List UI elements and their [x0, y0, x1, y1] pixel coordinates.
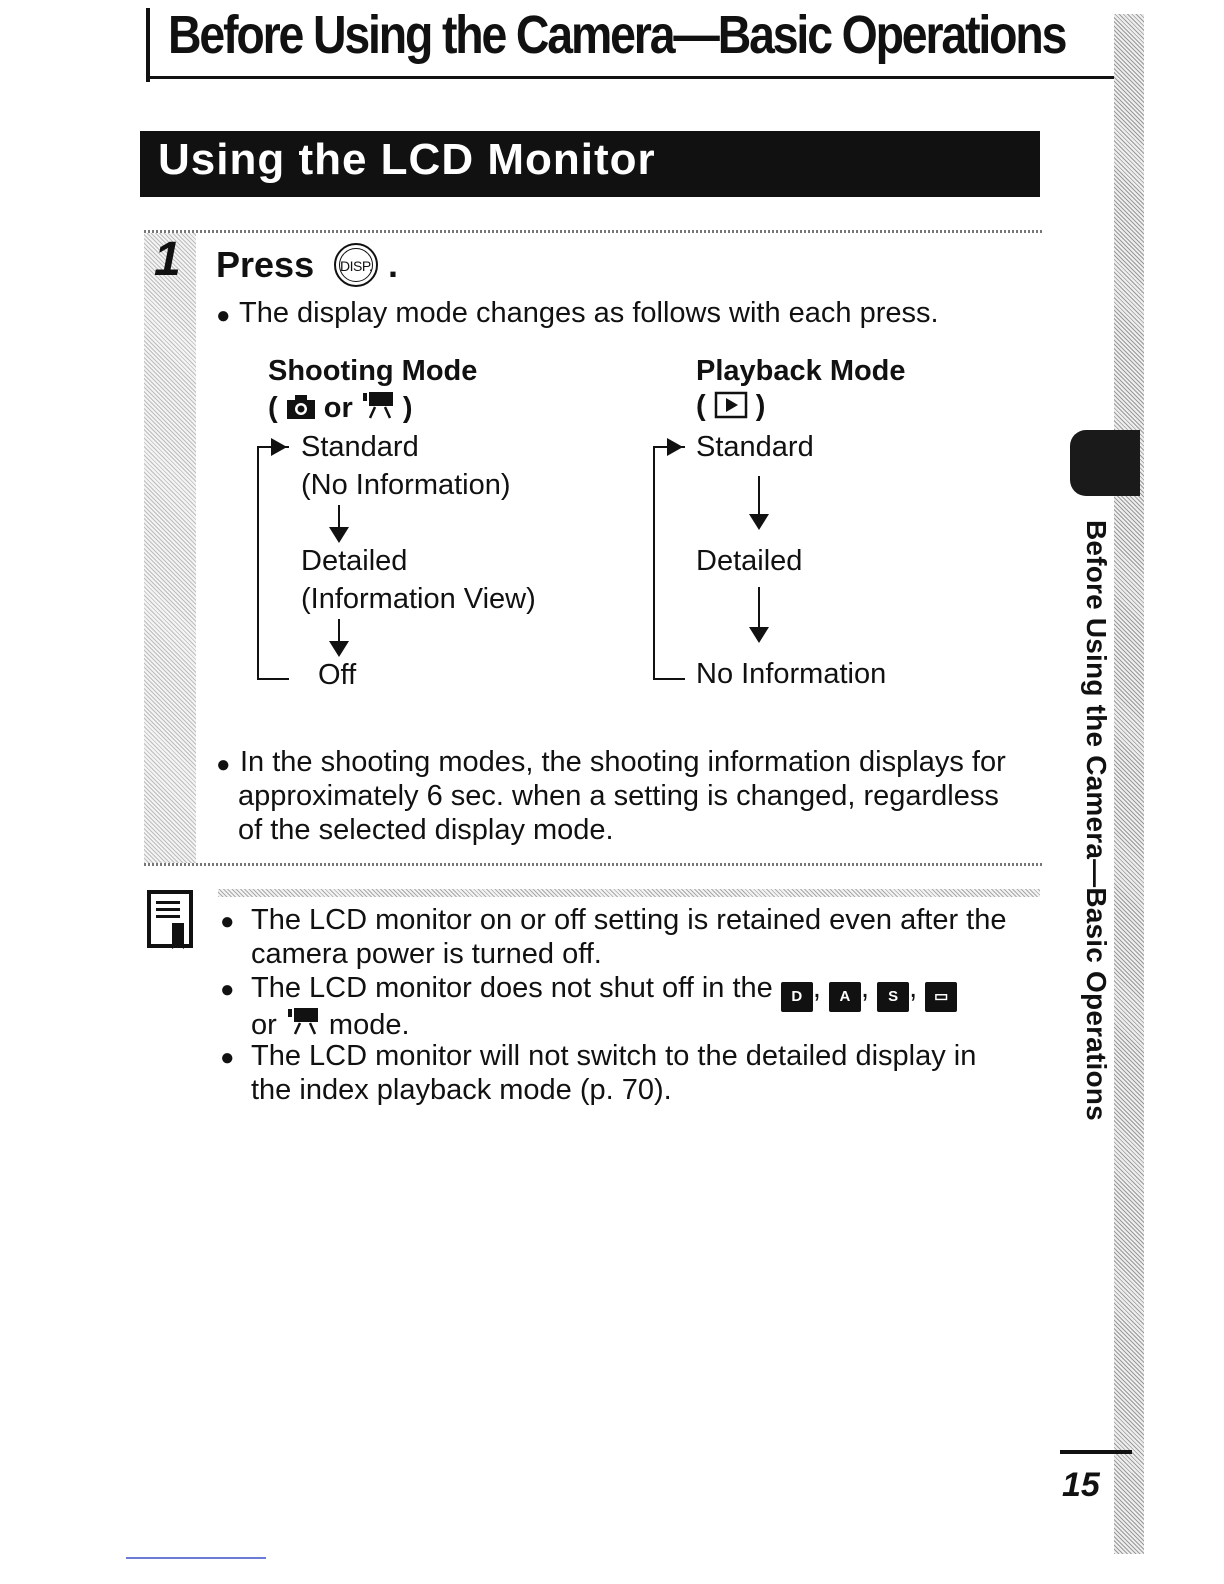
bullet-icon: ● — [216, 302, 231, 329]
shooting-cycle-bracket — [257, 446, 289, 680]
step-label: Press — [216, 244, 315, 285]
playback-no-info: No Information — [696, 658, 887, 690]
portrait-mode-icon: D — [781, 982, 813, 1012]
shooting-mode-subheading — [268, 390, 413, 425]
playback-icon — [714, 391, 748, 419]
note2-or: or — [251, 1009, 277, 1041]
display-mode-icon: ▭ — [925, 982, 957, 1012]
movie-icon — [285, 1006, 321, 1036]
bullet-icon: ● — [216, 751, 231, 778]
subheading-or: or — [323, 392, 353, 424]
playback-standard: Standard — [696, 431, 814, 463]
bullet-icon: ● — [220, 1044, 235, 1071]
subheading-open-paren: ( — [268, 392, 278, 424]
side-chapter-title: Before Using the Camera—Basic Operations — [1081, 520, 1112, 1121]
stitch-assist-s-icon: S — [877, 982, 909, 1012]
page-number-rule — [1060, 1450, 1132, 1454]
shooting-mode-heading: Shooting Mode — [268, 355, 478, 387]
note2-line2 — [251, 1006, 410, 1042]
shooting-detailed-note: (Information View) — [301, 583, 536, 615]
step-period: . — [388, 244, 399, 285]
shooting-off: Off — [318, 659, 357, 691]
section-title: Using the LCD Monitor — [158, 135, 656, 184]
subheading-open-paren: ( — [696, 390, 706, 422]
down-arrow-icon — [338, 505, 340, 529]
step-intro: The display mode changes as follows with each press. — [239, 297, 939, 329]
playback-mode-subheading — [696, 390, 765, 423]
bottom-link-underline — [126, 1557, 266, 1559]
chapter-tab[interactable] — [1070, 430, 1140, 496]
shooting-standard: Standard — [301, 431, 419, 463]
note2-text: The LCD monitor does not shut off in the — [251, 972, 773, 1004]
disp-button-label: DISP. — [339, 248, 373, 282]
note-icon — [146, 889, 194, 953]
step-box-bottom-border — [144, 863, 1042, 866]
shooting-info-line2: approximately 6 sec. when a setting is changed, regardless — [238, 780, 999, 812]
section-bar — [140, 131, 1040, 197]
subheading-close-paren: ) — [755, 390, 766, 422]
playback-cycle-bracket — [653, 446, 685, 680]
camera-icon — [286, 394, 316, 420]
subheading-close-paren: ) — [402, 392, 413, 424]
note2-mode: mode. — [328, 1009, 410, 1041]
bullet-icon: ● — [220, 908, 235, 935]
note2-line1: The LCD monitor does not shut off in the D , A , S , ▭ — [251, 972, 957, 1012]
cycle-arrow-icon — [271, 438, 287, 456]
note3-line1: The LCD monitor will not switch to the detailed display in — [251, 1040, 977, 1072]
step-strip — [144, 233, 196, 863]
stitch-assist-icon: A — [829, 982, 861, 1012]
bullet-icon: ● — [220, 976, 235, 1003]
step-box-top-border — [144, 230, 1042, 233]
down-arrow-icon — [758, 587, 760, 629]
note1-line2: camera power is turned off. — [251, 938, 602, 970]
step-number: 1 — [154, 233, 181, 286]
shooting-standard-note: (No Information) — [301, 469, 511, 501]
header-rule — [146, 8, 150, 82]
header-underline — [146, 76, 1144, 79]
cycle-arrow-icon — [667, 438, 683, 456]
shooting-info-line1: In the shooting modes, the shooting information displays for — [240, 746, 1006, 778]
movie-icon — [361, 390, 395, 420]
note-rule — [218, 889, 1040, 897]
playback-mode-heading: Playback Mode — [696, 355, 906, 387]
note1-line1: The LCD monitor on or off setting is retained even after the — [251, 904, 1007, 936]
note3-line2: the index playback mode (p. 70). — [251, 1074, 672, 1106]
chapter-title: Before Using the Camera—Basic Operations — [168, 5, 1066, 65]
down-arrow-icon — [758, 476, 760, 516]
playback-detailed: Detailed — [696, 545, 803, 577]
shooting-detailed: Detailed — [301, 545, 408, 577]
shooting-info-line3: of the selected display mode. — [238, 814, 614, 846]
page-number: 15 — [1062, 1466, 1100, 1504]
disp-button-icon — [334, 243, 378, 287]
down-arrow-icon — [338, 619, 340, 643]
side-strip — [1114, 14, 1144, 1554]
